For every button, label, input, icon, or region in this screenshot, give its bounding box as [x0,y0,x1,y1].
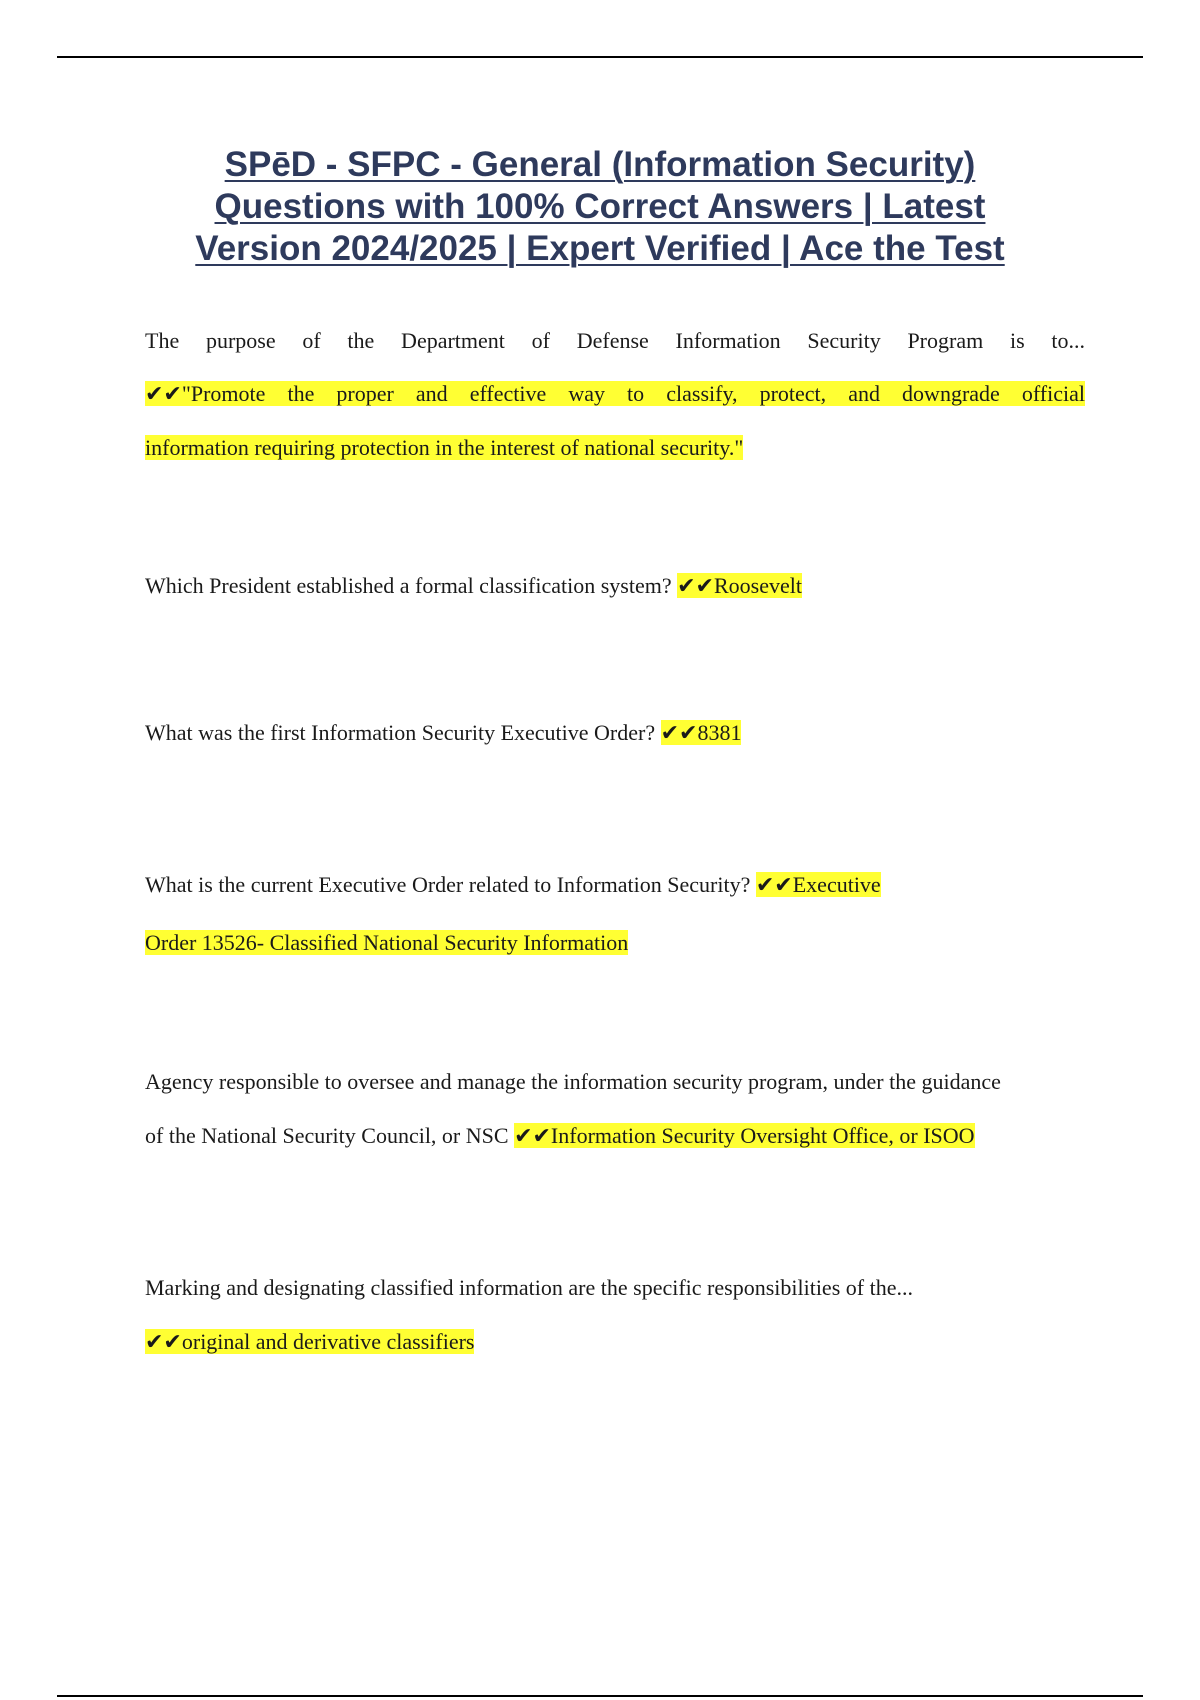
top-rule [57,56,1143,58]
title-line-3: Version 2024/2025 | Expert Verified | Ace the Test [195,229,1005,268]
qa-item-6 [145,1273,1085,1357]
qa-6-answer: ✔✔original and derivative classifiers [145,1329,475,1354]
qa-2-line [145,571,1085,601]
qa-5-line-2 [145,1121,1085,1151]
qa-3-answer: ✔✔8381 [660,720,742,745]
qa-3-question: What was the first Information Security Executive Order? [145,720,656,745]
qa-4-answer-highlight-1: ✔✔Executive [755,872,881,897]
title-line-2: Questions with 100% Correct Answers | Latest [214,187,986,226]
qa-item-2 [145,571,1085,601]
qa-4-answer-highlight-2: Order 13526- Classified National Security Information [145,930,629,955]
qa-5-answer: ✔✔Information Security Oversight Office, or ISOO [514,1123,975,1148]
qa-1-answer-highlight-2: information requiring protection in the interest of national security." [145,435,744,460]
qa-4-line-2 [145,928,1085,958]
document-title [100,144,1100,270]
qa-1-question: The purpose of the Department of Defense Information Security Program is to... [145,328,1085,353]
qa-6-question: Marking and designating classified information are the specific responsibilities of the... [145,1275,913,1300]
qa-2-question: Which President established a formal classification system? [145,573,672,598]
qa-2-answer: ✔✔Roosevelt [677,573,802,598]
qa-3-line [145,718,1085,748]
qa-item-3 [145,718,1085,748]
qa-item-1 [145,326,1085,463]
title-line-1: SPēD - SFPC - General (Information Security) [224,145,976,184]
qa-5-question-line-2: of the National Security Council, or NSC [145,1123,509,1148]
qa-1-answer-line-1 [145,379,1085,409]
qa-item-5 [145,1067,1085,1151]
qa-4-question: What is the current Executive Order related to Information Security? [145,872,751,897]
qa-5-question-line-1: Agency responsible to oversee and manage the information security program, under the guidance [145,1069,1001,1094]
qa-6-answer-line [145,1327,1085,1357]
qa-item-4 [145,870,1085,958]
qa-4-line-1 [145,870,1085,900]
qa-1-answer-line-2 [145,433,1085,463]
qa-1-answer-highlight-1: ✔✔"Promote the proper and effective way to classify, protect, and downgrade official [145,381,1085,406]
bottom-rule [57,1695,1143,1697]
